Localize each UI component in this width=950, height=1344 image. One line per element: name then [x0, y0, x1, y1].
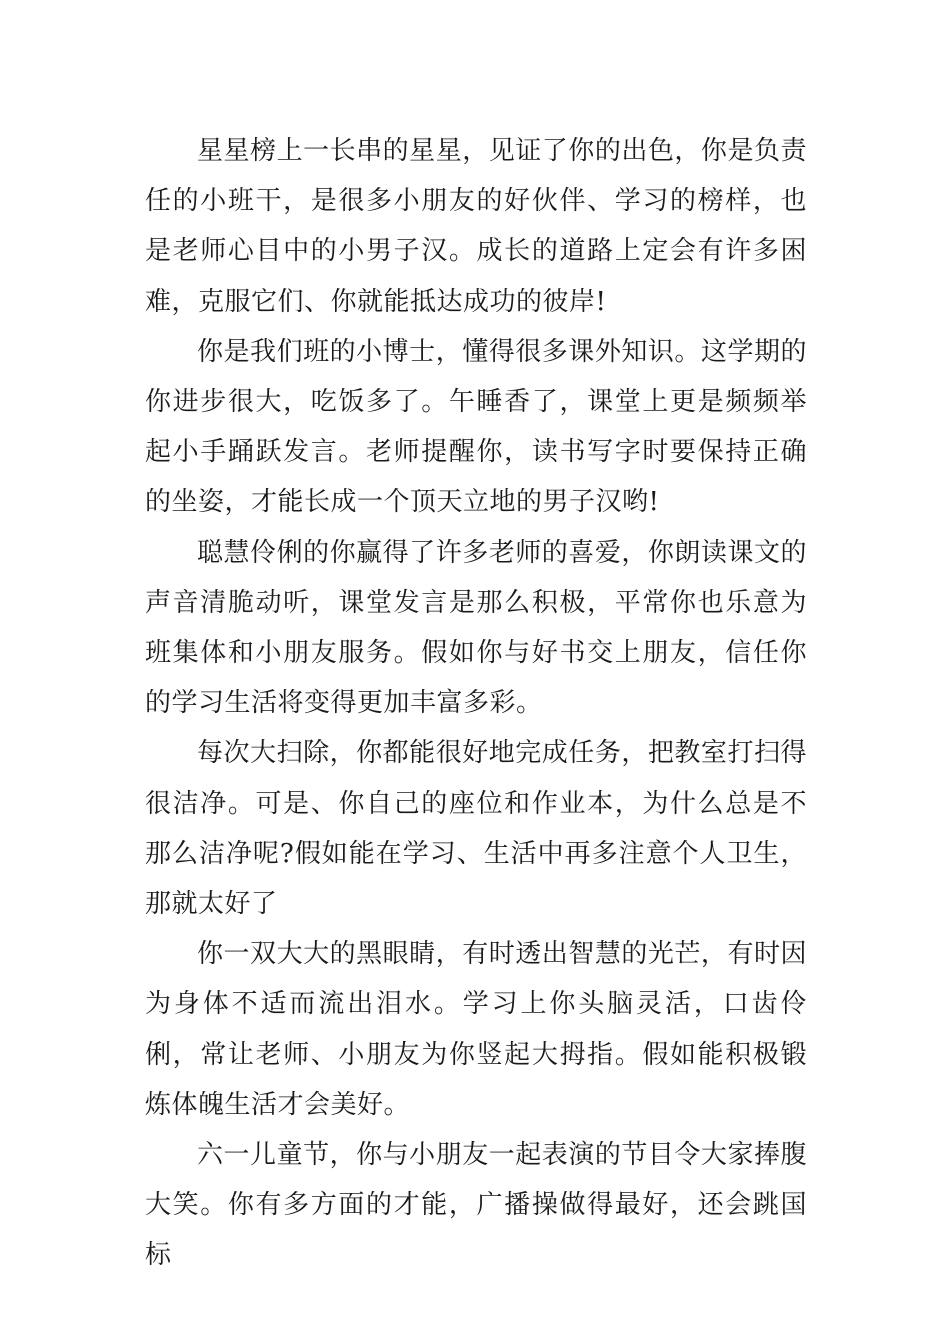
paragraph: 六一儿童节，你与小朋友一起表演的节目令大家捧腹大笑。你有多方面的才能，广播操做得最好，还会跳国标: [145, 1140, 807, 1271]
paragraph: 星星榜上一长串的星星，见证了你的出色，你是负责任的小班干，是很多小朋友的好伙伴、学习的榜样，也是老师心目中的小男子汉。成长的道路上定会有许多困难，克服它们、你就能抵达成功的彼岸!: [145, 136, 807, 317]
document-body: [145, 126, 807, 1281]
paragraph: 每次大扫除，你都能很好地完成任务，把教室打扫得很洁净。可是、你自己的座位和作业本，为什么总是不那么洁净呢?假如能在学习、生活中再多注意个人卫生，那就太好了: [145, 738, 807, 920]
paragraph: 你一双大大的黑眼睛，有时透出智慧的光芒，有时因为身体不适而流出泪水。学习上你头脑灵活，口齿伶俐，常让老师、小朋友为你竖起大拇指。假如能积极锻炼体魄生活才会美好。: [145, 939, 807, 1120]
paragraph: 聪慧伶俐的你赢得了许多老师的喜爱，你朗读课文的声音清脆动听，课堂发言是那么积极，平常你也乐意为班集体和小朋友服务。假如你与好书交上朋友，信任你的学习生活将变得更加丰富多彩。: [145, 537, 807, 719]
paragraph: 你是我们班的小博士，懂得很多课外知识。这学期的你进步很大，吃饭多了。午睡香了，课堂上更是频频举起小手踊跃发言。老师提醒你，读书写字时要保持正确的坐姿，才能长成一个顶天立地的男子汉哟!: [145, 336, 807, 518]
